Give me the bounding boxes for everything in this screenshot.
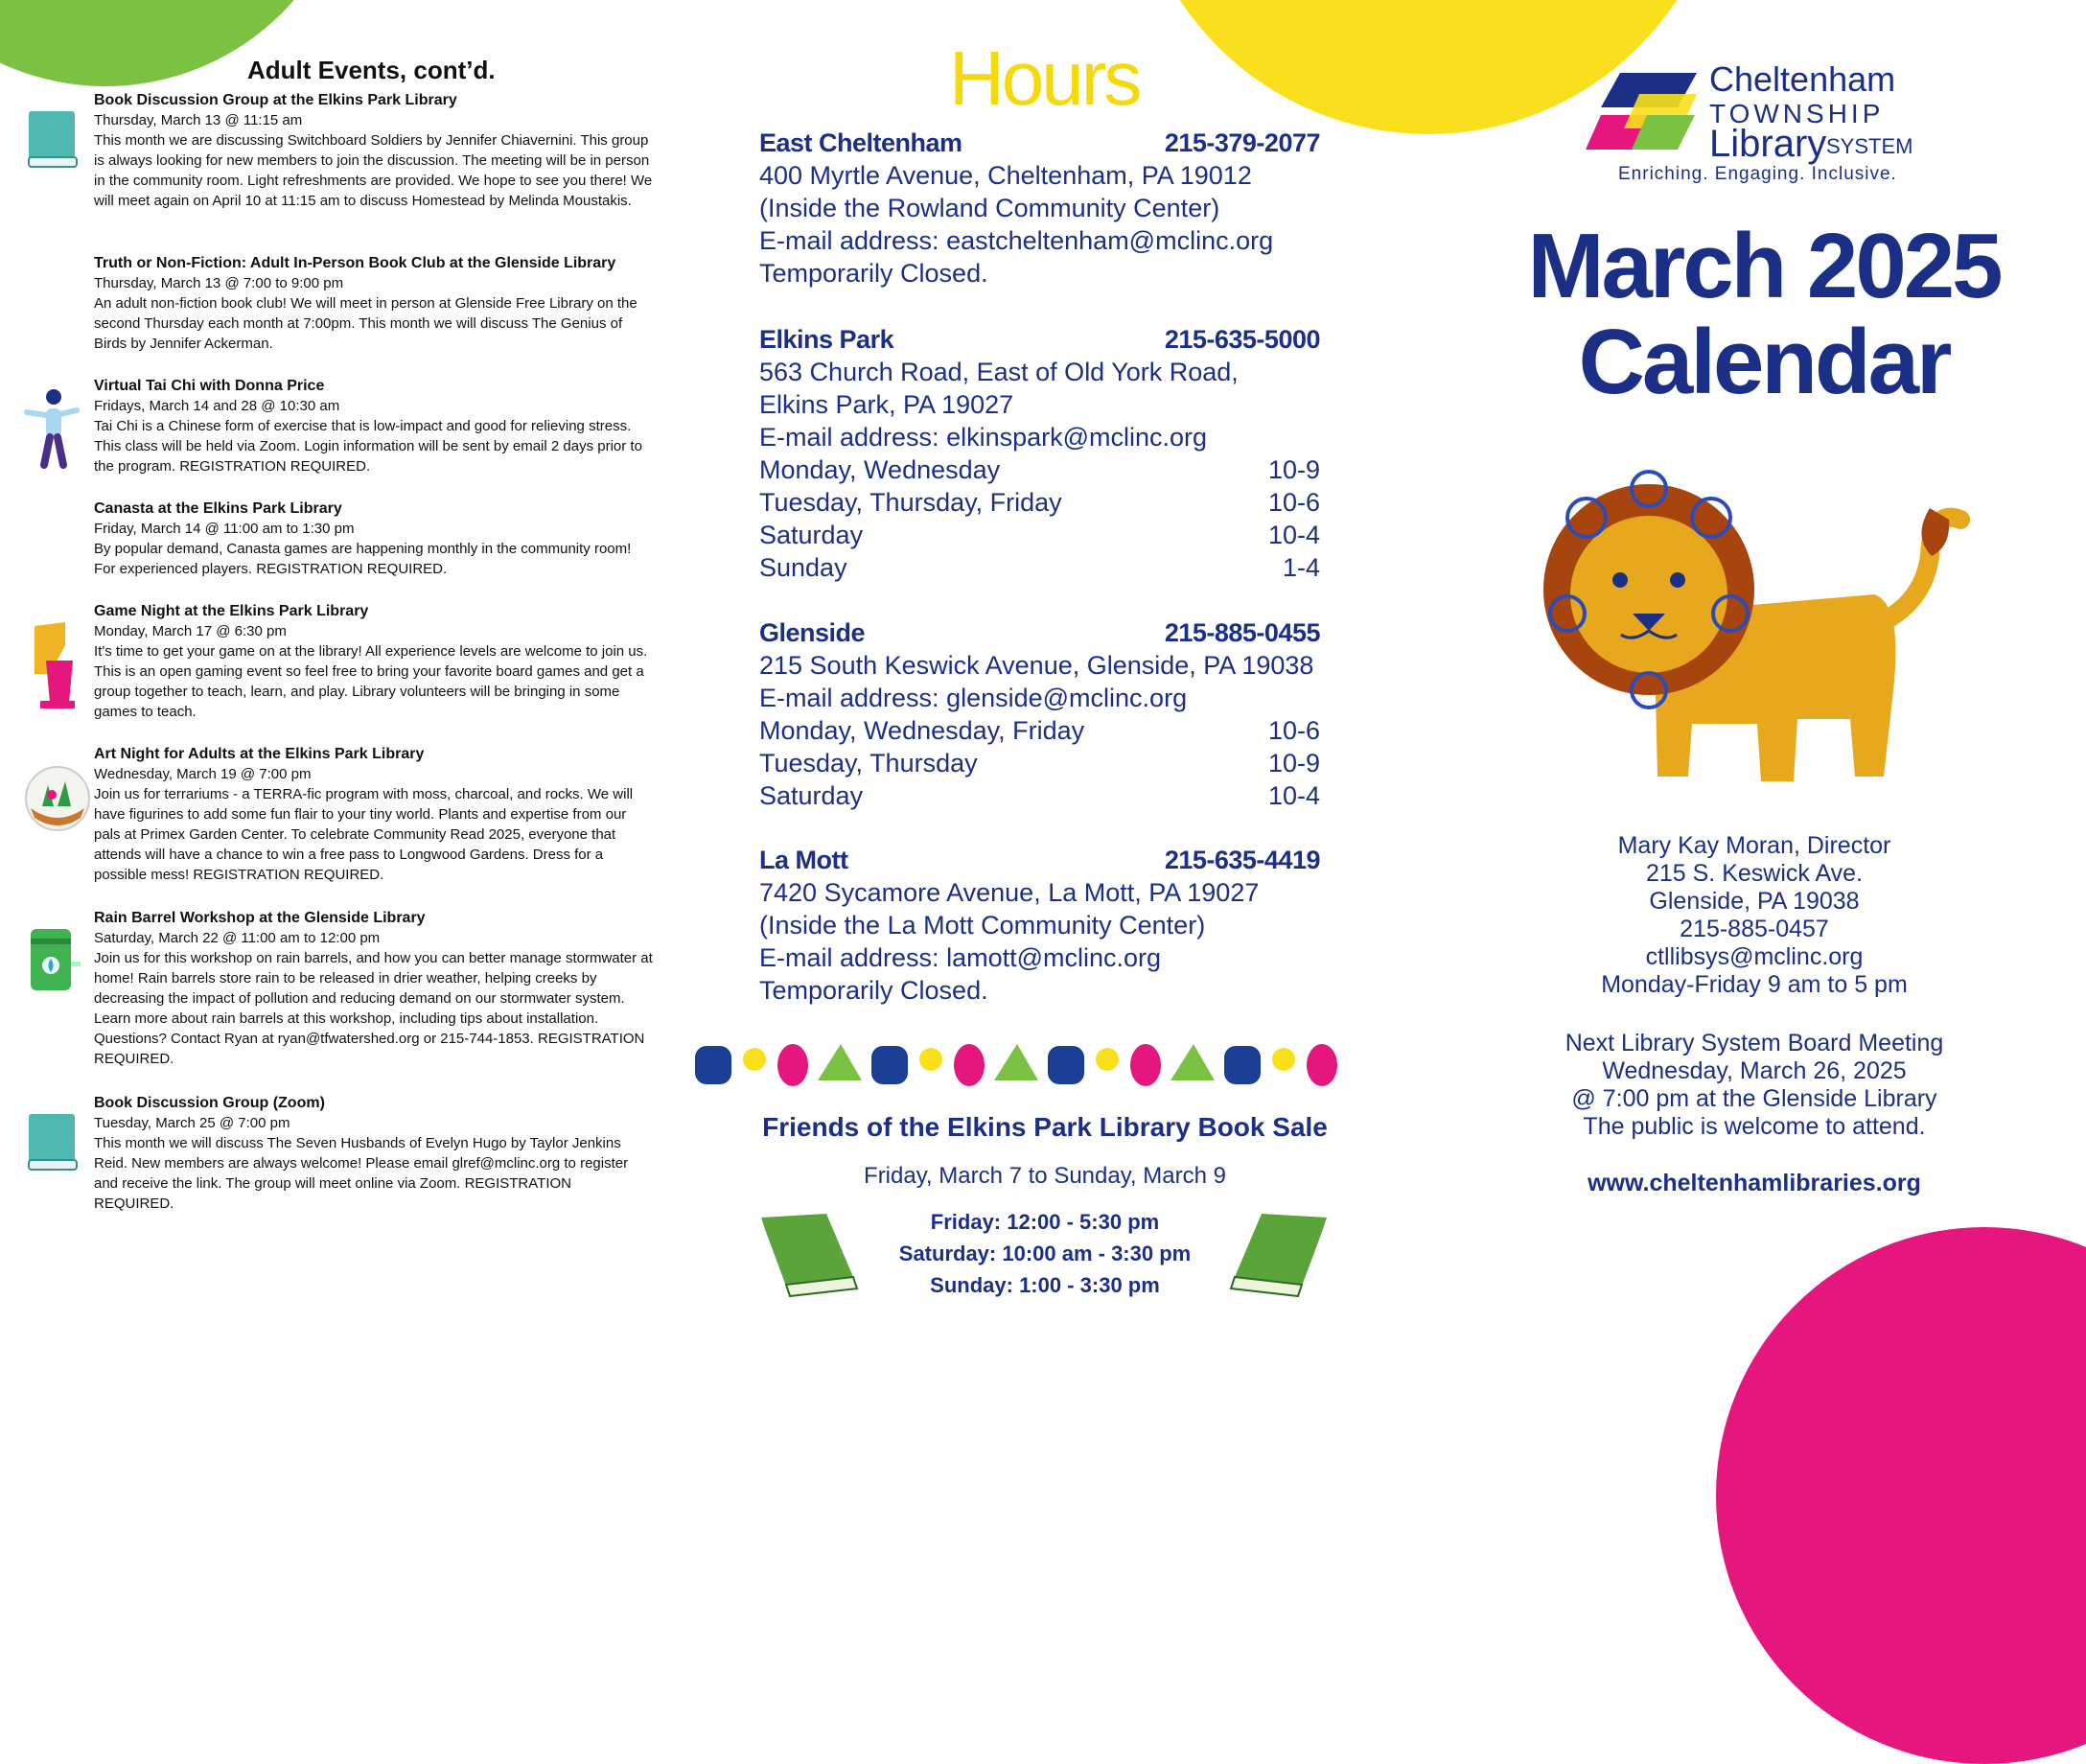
event-body: By popular demand, Canasta games are happening monthly in the community room! For experienced players. REGISTRATION REQUIRED. [94, 541, 632, 577]
branch-line: 400 Myrtle Avenue, Cheltenham, PA 19012 [759, 161, 1252, 190]
decorative-shape [954, 1044, 985, 1086]
contact-line: 215-885-0457 [1680, 916, 1829, 942]
event-item [94, 744, 655, 885]
branch-line: E-mail address: glenside@mclinc.org [759, 684, 1188, 712]
schedule-row [759, 519, 1320, 551]
event-title: Canasta at the Elkins Park Library [94, 500, 342, 517]
board-line: Wednesday, March 26, 2025 [1602, 1057, 1907, 1084]
decorative-shape [777, 1044, 808, 1086]
sale-time-friday: Friday: 12:00 - 5:30 pm [930, 1210, 1160, 1234]
decorative-shape [1272, 1048, 1295, 1071]
website-link[interactable]: www.cheltenhamlibraries.org [1588, 1170, 1921, 1196]
schedule-row [759, 779, 1320, 812]
branch-name: Elkins Park [759, 325, 894, 354]
decorative-shape [695, 1046, 731, 1084]
event-body: This month we will discuss The Seven Husbands of Evelyn Hugo by Taylor Jenkins Reid. New members are always welcome! Please email glref@mclinc.org to register and receive the link. The group will meet online via Zoom. REGISTRATION REQUIRED. [94, 1135, 629, 1212]
schedule-days: Monday, Wednesday, Friday [759, 716, 1085, 745]
branch-line: 215 South Keswick Avenue, Glenside, PA 19038 [759, 651, 1314, 680]
lion-illustration [1510, 451, 1970, 796]
contact-line: Monday-Friday 9 am to 5 pm [1601, 971, 1908, 998]
event-item [94, 90, 655, 211]
event-item [94, 376, 655, 476]
book-sale-times [863, 1206, 1227, 1301]
decorative-shape [818, 1044, 862, 1080]
branch-phone[interactable]: 215-635-4419 [1164, 846, 1320, 874]
branch-block [759, 844, 1320, 1007]
event-title: Art Night for Adults at the Elkins Park Library [94, 746, 425, 762]
rain-barrel-icon [23, 925, 82, 994]
calendar-title-line1: March 2025 [1527, 215, 2001, 317]
event-item [94, 499, 655, 579]
schedule-days: Tuesday, Thursday, Friday [759, 488, 1062, 517]
director-contact [1495, 832, 2013, 999]
schedule-time: 10-9 [1267, 749, 1320, 778]
schedule-row [759, 747, 1320, 779]
book-icon [23, 1110, 82, 1175]
branch-header [759, 616, 1320, 649]
contact-email[interactable]: ctllibsys@mclinc.org [1645, 943, 1864, 970]
branch-line: E-mail address: elkinspark@mclinc.org [759, 423, 1208, 452]
schedule-time: 10-6 [1267, 716, 1320, 745]
schedule-time: 10-4 [1267, 781, 1320, 810]
decorative-shape [1048, 1046, 1084, 1084]
branch-line: Elkins Park, PA 19027 [759, 390, 1014, 419]
branch-block [759, 323, 1320, 584]
schedule-days: Saturday [759, 521, 864, 549]
event-body: An adult non-fiction book club! We will meet in person at Glenside Free Library on the second Thursday each month at 7:00pm. This month we will discuss The Genius of Birds by Jennifer Ackerman. [94, 295, 637, 352]
logo-library: Library [1709, 123, 1827, 165]
book-left-icon [757, 1210, 863, 1298]
sale-time-saturday: Saturday: 10:00 am - 3:30 pm [898, 1242, 1192, 1265]
logo-tagline: Enriching. Engaging. Inclusive. [1618, 164, 1897, 184]
contact-line: Glenside, PA 19038 [1649, 888, 1860, 915]
book-sale-dates: Friday, March 7 to Sunday, March 9 [864, 1163, 1226, 1189]
branch-block [759, 616, 1320, 812]
sale-time-sunday: Sunday: 1:00 - 3:30 pm [930, 1273, 1160, 1297]
branch-line: (Inside the Rowland Community Center) [759, 194, 1220, 222]
event-item [94, 601, 655, 722]
schedule-days: Sunday [759, 553, 847, 582]
event-body: Join us for this workshop on rain barrels, and how you can better manage stormwater at home! Rain barrels store rain to be released in drier weather, helping creeks by decreasing the impact of pollution and reducing demand on our stormwater system. Learn more about rain barrels at this workshop, including tips about installation. Questions? Contact Ryan at ryan@tfwatershed.org or 215-744-1853. REGISTRATION REQUIRED. [94, 950, 653, 1067]
board-line: @ 7:00 pm at the Glenside Library [1571, 1085, 1937, 1112]
hours-title: Hours [949, 35, 1140, 121]
branch-phone[interactable]: 215-379-2077 [1164, 128, 1320, 157]
branch-line: (Inside the La Mott Community Center) [759, 911, 1206, 940]
board-line: Next Library System Board Meeting [1564, 1030, 1944, 1056]
adult-events-title: Adult Events, cont’d. [247, 56, 496, 84]
book-icon [23, 107, 82, 173]
event-date: Fridays, March 14 and 28 @ 10:30 am [94, 398, 340, 414]
event-item [94, 908, 655, 1069]
decorative-shape [1170, 1044, 1215, 1080]
event-date: Saturday, March 22 @ 11:00 am to 12:00 pm [94, 930, 381, 946]
chess-icon [23, 616, 81, 712]
decorative-shape [1307, 1044, 1337, 1086]
decorative-shape [1096, 1048, 1119, 1071]
board-line: The public is welcome to attend. [1583, 1113, 1926, 1140]
schedule-time: 10-6 [1267, 488, 1320, 517]
event-body: It's time to get your game on at the library! All experience levels are welcome to join us. This is an open gaming event so feel free to bring your favorite board games and get a group together to teach, learn, and play. Library volunteers will be bringing in some games to teach. [94, 643, 648, 720]
event-date: Thursday, March 13 @ 7:00 to 9:00 pm [94, 275, 344, 291]
decorative-shape [1130, 1044, 1161, 1086]
decorative-shape [994, 1044, 1038, 1080]
book-sale-title: Friends of the Elkins Park Library Book Sale [762, 1112, 1328, 1142]
contact-line: Mary Kay Moran, Director [1617, 832, 1891, 859]
decorative-shapes-row [695, 1040, 1395, 1088]
event-title: Book Discussion Group (Zoom) [94, 1095, 325, 1111]
event-date: Tuesday, March 25 @ 7:00 pm [94, 1115, 290, 1131]
branch-header [759, 844, 1320, 876]
event-item [94, 253, 655, 354]
branch-block [759, 127, 1320, 290]
branch-line: 563 Church Road, East of Old York Road, [759, 358, 1239, 386]
branch-line: 7420 Sycamore Avenue, La Mott, PA 19027 [759, 878, 1260, 907]
terrarium-icon [23, 764, 92, 833]
branch-line: Temporarily Closed. [759, 259, 988, 288]
branch-line: E-mail address: eastcheltenham@mclinc.org [759, 226, 1274, 255]
event-title: Virtual Tai Chi with Donna Price [94, 378, 325, 394]
event-date: Thursday, March 13 @ 11:15 am [94, 112, 303, 128]
contact-line: 215 S. Keswick Ave. [1645, 860, 1864, 887]
calendar-title [1495, 215, 2032, 413]
branch-phone[interactable]: 215-635-5000 [1164, 325, 1320, 354]
branch-name: La Mott [759, 846, 848, 874]
book-right-icon [1225, 1210, 1331, 1298]
event-title: Truth or Non-Fiction: Adult In-Person Book Club at the Glenside Library [94, 255, 616, 271]
decorative-shape [1224, 1046, 1261, 1084]
event-body: Join us for terrariums - a TERRA-fic program with moss, charcoal, and rocks. We will have figurines to add some fun flair to your tiny world. Plants and expertise from our pals at Primex Garden Center. To celebrate Community Read 2025, everyone that attends will have a chance to win a free pass to Longwood Gardens. Dress for a possible mess! REGISTRATION REQUIRED. [94, 786, 634, 883]
logo-township: TOWNSHIP [1709, 99, 1885, 128]
branch-header [759, 127, 1320, 159]
schedule-row [759, 714, 1320, 747]
schedule-row [759, 551, 1320, 584]
event-date: Wednesday, March 19 @ 7:00 pm [94, 766, 312, 782]
branch-header [759, 323, 1320, 356]
board-meeting-notice [1495, 1030, 2013, 1141]
event-body: Tai Chi is a Chinese form of exercise that is low-impact and good for relieving stress. This class will be held via Zoom. Login information will be sent by email 2 days prior to the program. REGISTRATION REQUIRED. [94, 418, 642, 475]
library-logo-icon [1582, 69, 1701, 157]
schedule-time: 1-4 [1282, 553, 1320, 582]
decorative-shape [743, 1048, 766, 1071]
event-date: Monday, March 17 @ 6:30 pm [94, 623, 287, 639]
event-body: This month we are discussing Switchboard Soldiers by Jennifer Chiavernini. This group is always looking for new members to join the discussion. The meeting will be in person in the community room. Light refreshments are provided. We hope to see you there! We will meet again on April 10 at 11:15 am to discuss Homestead by Melinda Moustakis. [94, 132, 653, 209]
schedule-days: Saturday [759, 781, 864, 810]
tai-chi-icon [23, 383, 81, 475]
logo-system: SYSTEM [1826, 134, 1913, 158]
event-date: Friday, March 14 @ 11:00 am to 1:30 pm [94, 521, 355, 537]
branch-name: Glenside [759, 618, 866, 647]
schedule-days: Tuesday, Thursday [759, 749, 978, 778]
calendar-title-line2: Calendar [1578, 311, 1950, 413]
event-title: Book Discussion Group at the Elkins Park Library [94, 92, 457, 108]
schedule-days: Monday, Wednesday [759, 455, 1001, 484]
schedule-row [759, 453, 1320, 486]
branch-line: Temporarily Closed. [759, 976, 988, 1005]
event-title: Game Night at the Elkins Park Library [94, 603, 369, 619]
schedule-row [759, 486, 1320, 519]
decorative-shape [919, 1048, 942, 1071]
branch-name: East Cheltenham [759, 128, 962, 157]
branch-line: E-mail address: lamott@mclinc.org [759, 943, 1162, 972]
branch-phone[interactable]: 215-885-0455 [1164, 618, 1320, 647]
schedule-time: 10-9 [1267, 455, 1320, 484]
pink-corner-circle [1716, 1227, 2086, 1764]
decorative-shape [871, 1046, 908, 1084]
logo-cheltenham: Cheltenham [1709, 59, 1896, 99]
schedule-time: 10-4 [1267, 521, 1320, 549]
event-item [94, 1093, 655, 1214]
event-title: Rain Barrel Workshop at the Glenside Library [94, 910, 426, 926]
